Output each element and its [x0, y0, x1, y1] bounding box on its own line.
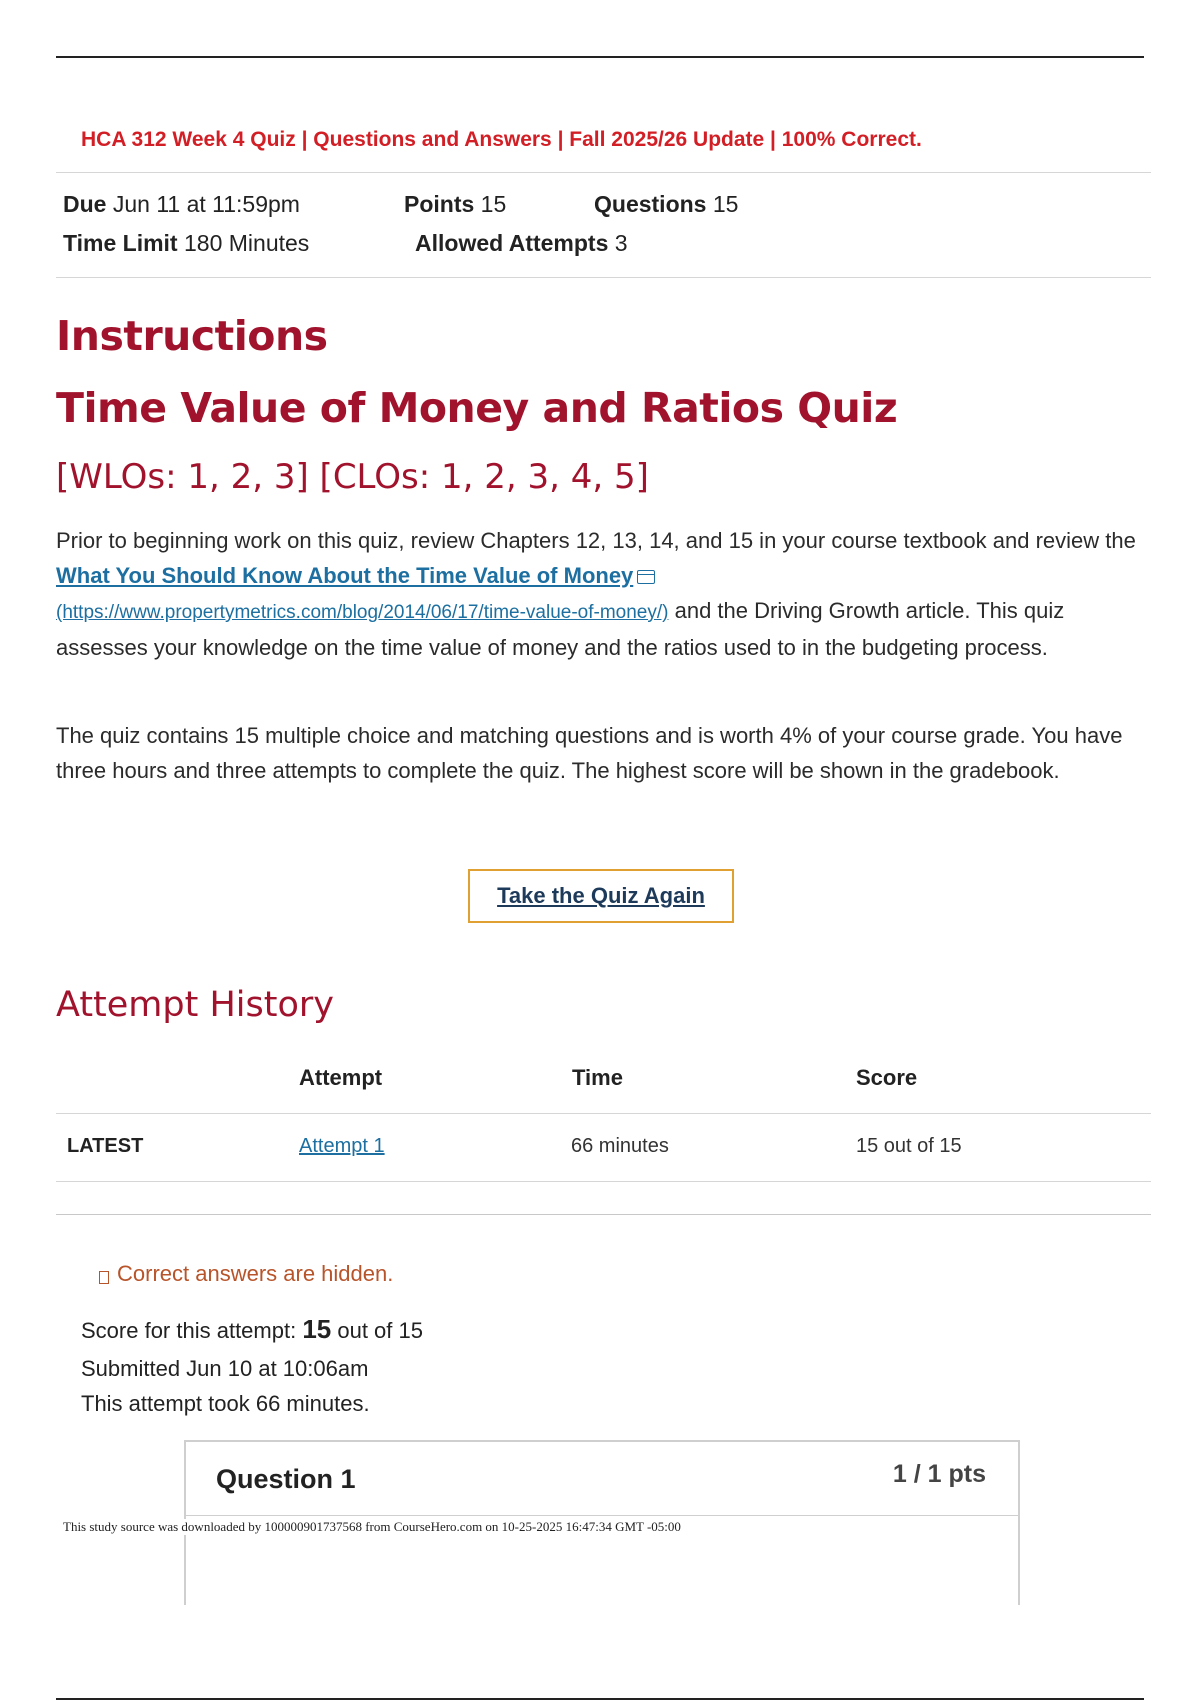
question-points: 1 / 1 pts [892, 1460, 986, 1488]
hidden-answers-note [99, 1261, 393, 1287]
attempt-history-heading: Attempt History [56, 985, 334, 1025]
points-value: 15 [480, 191, 507, 217]
time-cell: 66 minutes [571, 1135, 669, 1157]
time-limit-field [63, 230, 309, 257]
attempts-value: 3 [614, 230, 628, 256]
time-limit-label: Time Limit [63, 230, 178, 256]
points-label: Points [404, 191, 475, 217]
submitted-time: Submitted Jun 10 at 10:06am [81, 1356, 369, 1381]
divider [56, 1181, 1151, 1182]
score-summary [81, 1314, 423, 1345]
column-header-time: Time [572, 1065, 623, 1090]
due-label: Due [63, 191, 107, 217]
document-title: HCA 312 Week 4 Quiz | Questions and Answers | Fall 2025/26 Update | 100% Correct. [81, 128, 922, 151]
attempt-cell [299, 1135, 385, 1158]
score-value: 15 [302, 1314, 332, 1344]
time-value-article-link[interactable]: What You Should Know About the Time Value of Money [56, 563, 634, 588]
instructions-paragraph-2: The quiz contains 15 multiple choice and matching questions and is worth 4% of your course grade. You have three hours and three attempts to complete the quiz. The highest score will be shown in the gradebook. [56, 723, 1123, 783]
instructions-paragraph-1 [56, 523, 1156, 665]
due-field [63, 191, 300, 218]
quiz-title: Time Value of Money and Ratios Quiz [56, 384, 898, 432]
question-title: Question 1 [216, 1464, 356, 1494]
download-watermark-note: This study source was downloaded by 100000901737568 from CourseHero.com on 10-25-2025 16:47:34 GMT -05:00 [63, 1519, 685, 1535]
instructions-heading: Instructions [56, 312, 328, 360]
paragraph-text: and the Driving Growth article. This quiz assesses your knowledge on the time value of money and the ratios used to in the budgeting process. [56, 598, 1065, 660]
score-suffix: out of 15 [331, 1318, 423, 1343]
top-rule [56, 56, 1144, 58]
column-header-score: Score [856, 1065, 918, 1090]
take-quiz-again-button[interactable]: Take the Quiz Again [468, 869, 734, 923]
score-cell: 15 out of 15 [856, 1135, 962, 1157]
learning-outcomes: [WLOs: 1, 2, 3] [CLOs: 1, 2, 3, 4, 5] [56, 457, 649, 497]
paragraph-text: Prior to beginning work on this quiz, review Chapters 12, 13, 14, and 15 in your course textbook and review the [56, 528, 1136, 553]
divider [56, 172, 1151, 173]
external-link-icon [637, 570, 655, 584]
score-label: Score for this attempt: [81, 1318, 303, 1343]
attempts-field [415, 230, 628, 257]
due-value: Jun 11 at 11:59pm [112, 191, 300, 217]
divider [56, 1214, 1151, 1215]
points-field [404, 191, 506, 218]
divider [56, 277, 1151, 278]
time-limit-value: 180 Minutes [184, 230, 310, 256]
attempts-label: Allowed Attempts [415, 230, 609, 256]
table-header-divider [56, 1113, 1151, 1114]
questions-label: Questions [594, 191, 707, 217]
questions-value: 15 [712, 191, 739, 217]
questions-field [594, 191, 738, 218]
attempt-duration: This attempt took 66 minutes. [81, 1391, 370, 1416]
hidden-note-text: Correct answers are hidden. [117, 1261, 394, 1286]
article-url-link[interactable]: (https://www.propertymetrics.com/blog/2014/06/17/time-value-of-money/) [56, 602, 669, 623]
attempt-1-link[interactable]: Attempt 1 [299, 1135, 385, 1157]
hidden-answers-icon [99, 1271, 109, 1284]
column-header-attempt: Attempt [299, 1065, 383, 1090]
question-header [186, 1442, 1018, 1516]
latest-tag: LATEST [67, 1135, 144, 1157]
